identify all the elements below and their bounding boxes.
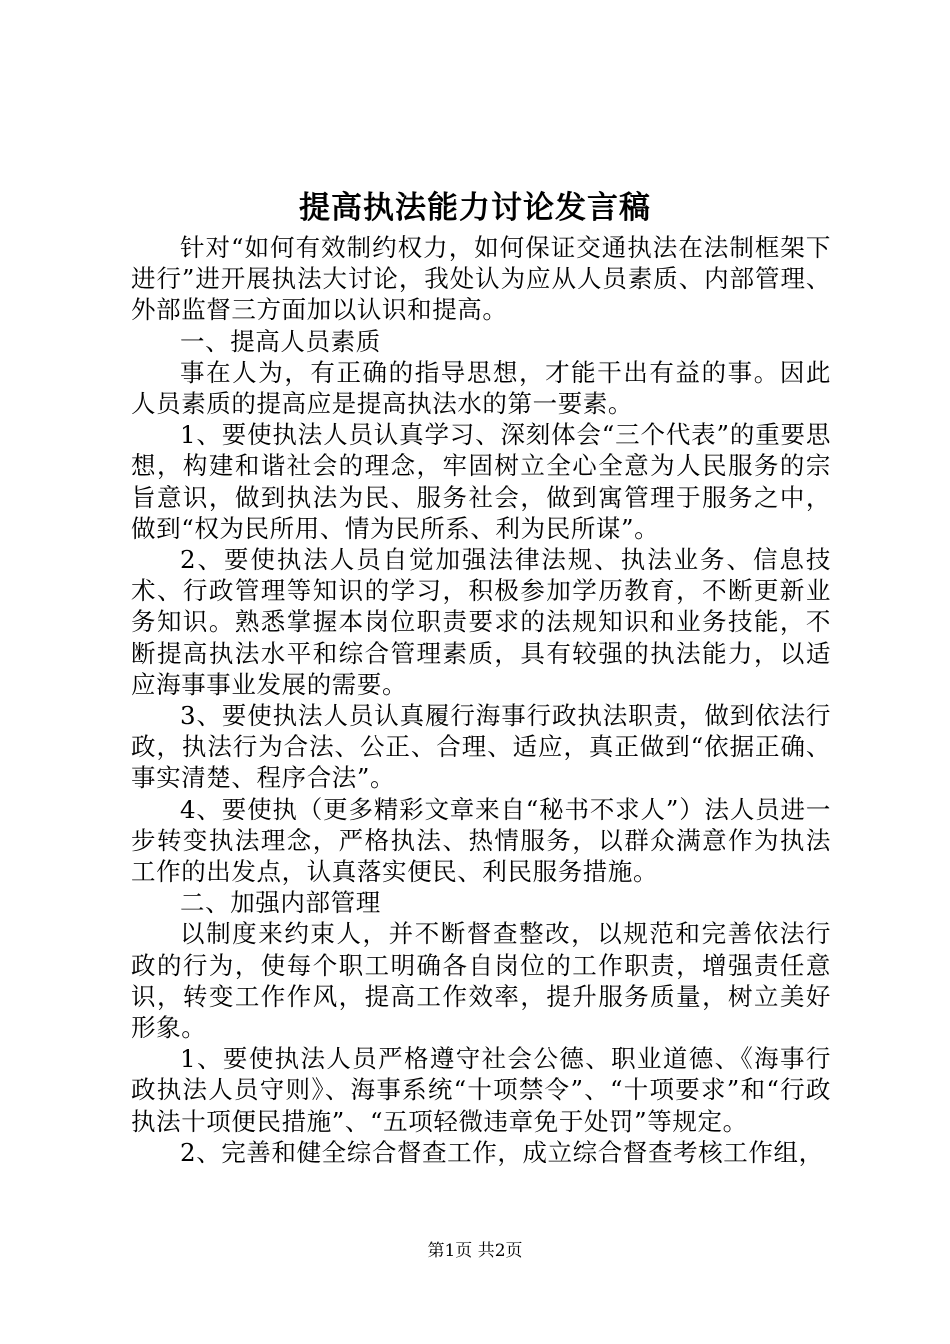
- paragraph: 4、要使执（更多精彩文章来自“秘书不求人”）法人员进一步转变执法理念，严格执法、热情服务，以群众满意作为执法工作的出发点，认真落实便民、利民服务措施。: [131, 794, 831, 887]
- paragraph: 2、完善和健全综合督查工作，成立综合督查考核工作组，: [180, 1137, 824, 1167]
- paragraph: 2、要使执法人员自觉加强法律法规、执法业务、信息技术、行政管理等知识的学习，积极参加学历教育，不断更新业务知识。熟悉掌握本岗位职责要求的法规知识和业务技能，不断提高执法水平和综合管理素质，具有较强的执法能力，以适应海事事业发展的需要。: [131, 545, 831, 699]
- document-title: 提高执法能力讨论发言稿: [299, 190, 651, 226]
- paragraph: 1、要使执法人员严格遵守社会公德、职业道德、《海事行政执法人员守则》、海事系统“十项禁令”、“十项要求”和“行政执法十项便民措施”、“五项轻微违章免于处罚”等规定。: [131, 1044, 831, 1136]
- paragraph: 事在人为，有正确的指导思想，才能干出有益的事。因此人员素质的提高应是提高执法水的第一要素。: [131, 357, 831, 419]
- page-footer: 第1页 共2页: [427, 1241, 523, 1261]
- paragraph: 1、要使执法人员认真学习、深刻体会“三个代表”的重要思想，构建和谐社会的理念，牢固树立全心全意为人民服务的宗旨意识，做到执法为民、服务社会，做到寓管理于服务之中，做到“权为民所用、情为民所系、利为民所谋”。: [131, 420, 831, 543]
- document-body: [131, 232, 831, 1168]
- section-heading-2: 二、加强内部管理: [180, 888, 381, 918]
- paragraph-intro: 针对“如何有效制约权力，如何保证交通执法在法制框架下进行”进开展执法大讨论，我处认为应从人员素质、内部管理、外部监督三方面加以认识和提高。: [131, 233, 831, 325]
- section-heading-1: 一、提高人员素质: [180, 326, 381, 356]
- paragraph: 以制度来约束人，并不断督查整改，以规范和完善依法行政的行为，使每个职工明确各自岗位的工作职责，增强责任意识，转变工作作风，提高工作效率，提升服务质量，树立美好形象。: [131, 919, 831, 1043]
- paragraph: 3、要使执法人员认真履行海事行政执法职责，做到依法行政，执法行为合法、公正、合理、适应，真正做到“依据正确、事实清楚、程序合法”。: [131, 701, 831, 793]
